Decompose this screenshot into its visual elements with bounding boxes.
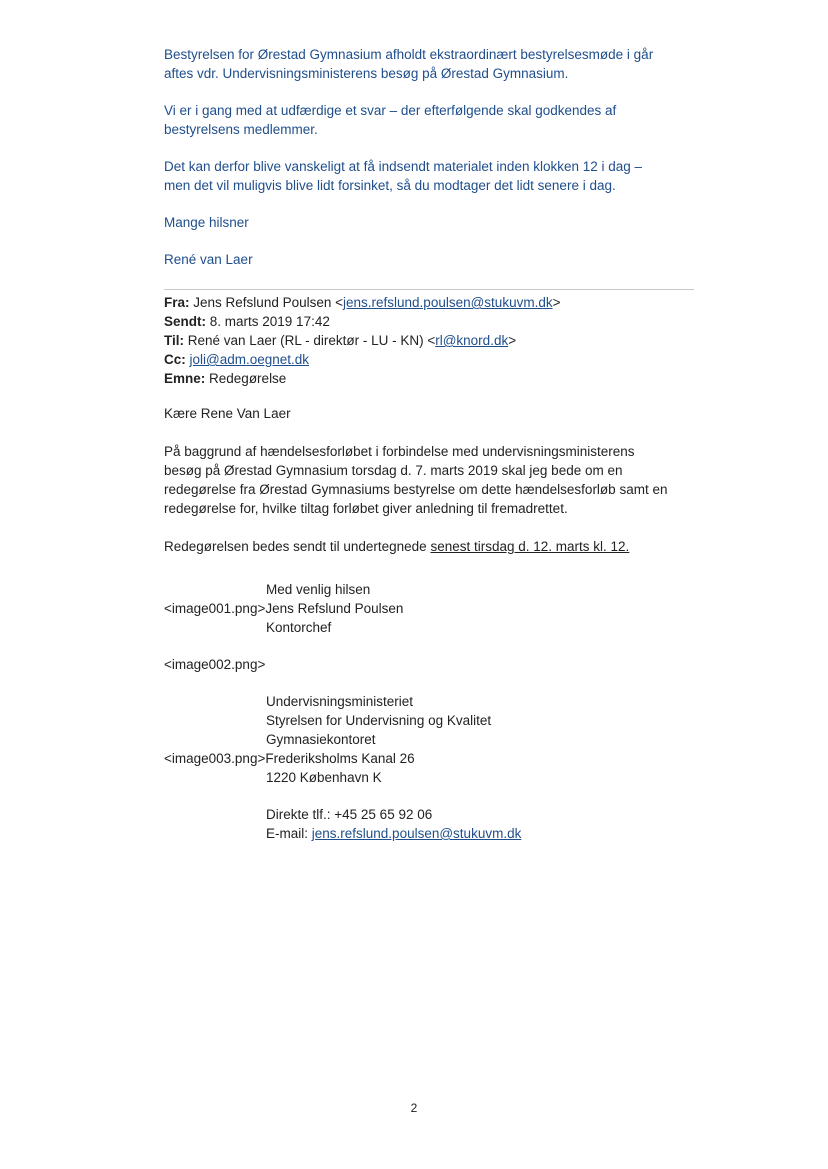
deadline-intro: Redegørelsen bedes sendt til undertegnede: [164, 539, 431, 554]
email-label: E-mail:: [266, 826, 312, 841]
body-p1-line-2: besøg på Ørestad Gymnasium torsdag d. 7. marts 2019 skal jeg bede om en: [164, 463, 623, 478]
name-line: [164, 599, 724, 618]
signature-text: René van Laer: [164, 252, 253, 267]
intro-p1-line-2: aftes vdr. Undervisningsministerens besøg på Ørestad Gymnasium.: [164, 66, 569, 81]
subject-line: [164, 369, 724, 388]
phone-line: Direkte tlf.: +45 25 65 92 06: [266, 807, 433, 822]
salutation: [164, 404, 724, 423]
to-email-link[interactable]: rl@knord.dk: [435, 333, 509, 348]
to-close: >: [508, 333, 517, 348]
intro-signature: [164, 250, 724, 269]
body-p1-line-4: redegørelse for, hvilke tiltag forløbet giver anledning til fremadrettet.: [164, 501, 568, 516]
intro-p1-line-1: Bestyrelsen for Ørestad Gymnasium afholdt ekstraordinært bestyrelsesmøde i går: [164, 47, 654, 62]
greeting-text: Mange hilsner: [164, 215, 249, 230]
org-line-1: Undervisningsministeriet: [266, 694, 414, 709]
subject-label: Emne:: [164, 371, 206, 386]
deadline-text: senest tirsdag d. 12. marts kl. 12.: [430, 539, 630, 554]
body-p2-line: [164, 537, 724, 556]
intro-p2-line-2: bestyrelsens medlemmer.: [164, 122, 318, 137]
header-divider: [164, 289, 694, 290]
org-line-3: Gymnasiekontoret: [266, 732, 376, 747]
from-email-link[interactable]: jens.refslund.poulsen@stukuvm.dk: [343, 295, 553, 310]
cc-line: [164, 350, 724, 369]
from-close: >: [552, 295, 561, 310]
to-label: Til:: [164, 333, 184, 348]
cc-label: Cc:: [164, 352, 186, 367]
image001-placeholder: <image001.png>: [164, 601, 266, 616]
intro-paragraph-3: [164, 157, 724, 195]
from-line: [164, 293, 724, 312]
to-line: [164, 331, 724, 350]
intro-p3-line-2: men det vil muligvis blive lidt forsinket, så du modtager det lidt senere i dag.: [164, 178, 616, 193]
sent-label: Sendt:: [164, 314, 206, 329]
intro-greeting: [164, 213, 724, 232]
page-number: 2: [410, 1101, 418, 1115]
image002-placeholder: <image002.png>: [164, 657, 266, 672]
address-1: Frederiksholms Kanal 26: [265, 751, 415, 766]
intro-paragraph-1: [164, 45, 724, 83]
cc-email-link[interactable]: joli@adm.oegnet.dk: [189, 352, 310, 367]
intro-p3-line-1: Det kan derfor blive vanskeligt at få indsendt materialet inden klokken 12 i dag –: [164, 159, 643, 174]
salutation-text: Kære Rene Van Laer: [164, 406, 291, 421]
from-label: Fra:: [164, 295, 190, 310]
sender-title: Kontorchef: [266, 620, 332, 635]
to-name: René van Laer (RL - direktør - LU - KN) <: [187, 333, 436, 348]
body-p1-line-3: redegørelse fra Ørestad Gymnasiums bestyrelse om dette hændelsesforløb samt en: [164, 482, 668, 497]
signature-email-link[interactable]: jens.refslund.poulsen@stukuvm.dk: [311, 826, 522, 841]
body-p1-line-1: På baggrund af hændelsesforløbet i forbindelse med undervisningsministerens: [164, 444, 635, 459]
regards-text: Med venlig hilsen: [266, 582, 371, 597]
body-paragraph-1: [164, 442, 724, 518]
intro-p2-line-1: Vi er i gang med at udfærdige et svar – der efterfølgende skal godkendes af: [164, 103, 617, 118]
email-line: [164, 824, 724, 843]
subject-value: Redegørelse: [209, 371, 287, 386]
signature-block: [164, 580, 724, 843]
intro-paragraph-2: [164, 101, 724, 139]
sender-name: Jens Refslund Poulsen: [265, 601, 404, 616]
from-name: Jens Refslund Poulsen <: [193, 295, 344, 310]
body-paragraph-2: [164, 537, 724, 556]
address-line: [164, 749, 724, 768]
sent-line: [164, 312, 724, 331]
image003-placeholder: <image003.png>: [164, 751, 266, 766]
sent-value: 8. marts 2019 17:42: [209, 314, 330, 329]
org-line-2: Styrelsen for Undervisning og Kvalitet: [266, 713, 492, 728]
address-2: 1220 København K: [266, 770, 382, 785]
email-header: [164, 293, 724, 388]
